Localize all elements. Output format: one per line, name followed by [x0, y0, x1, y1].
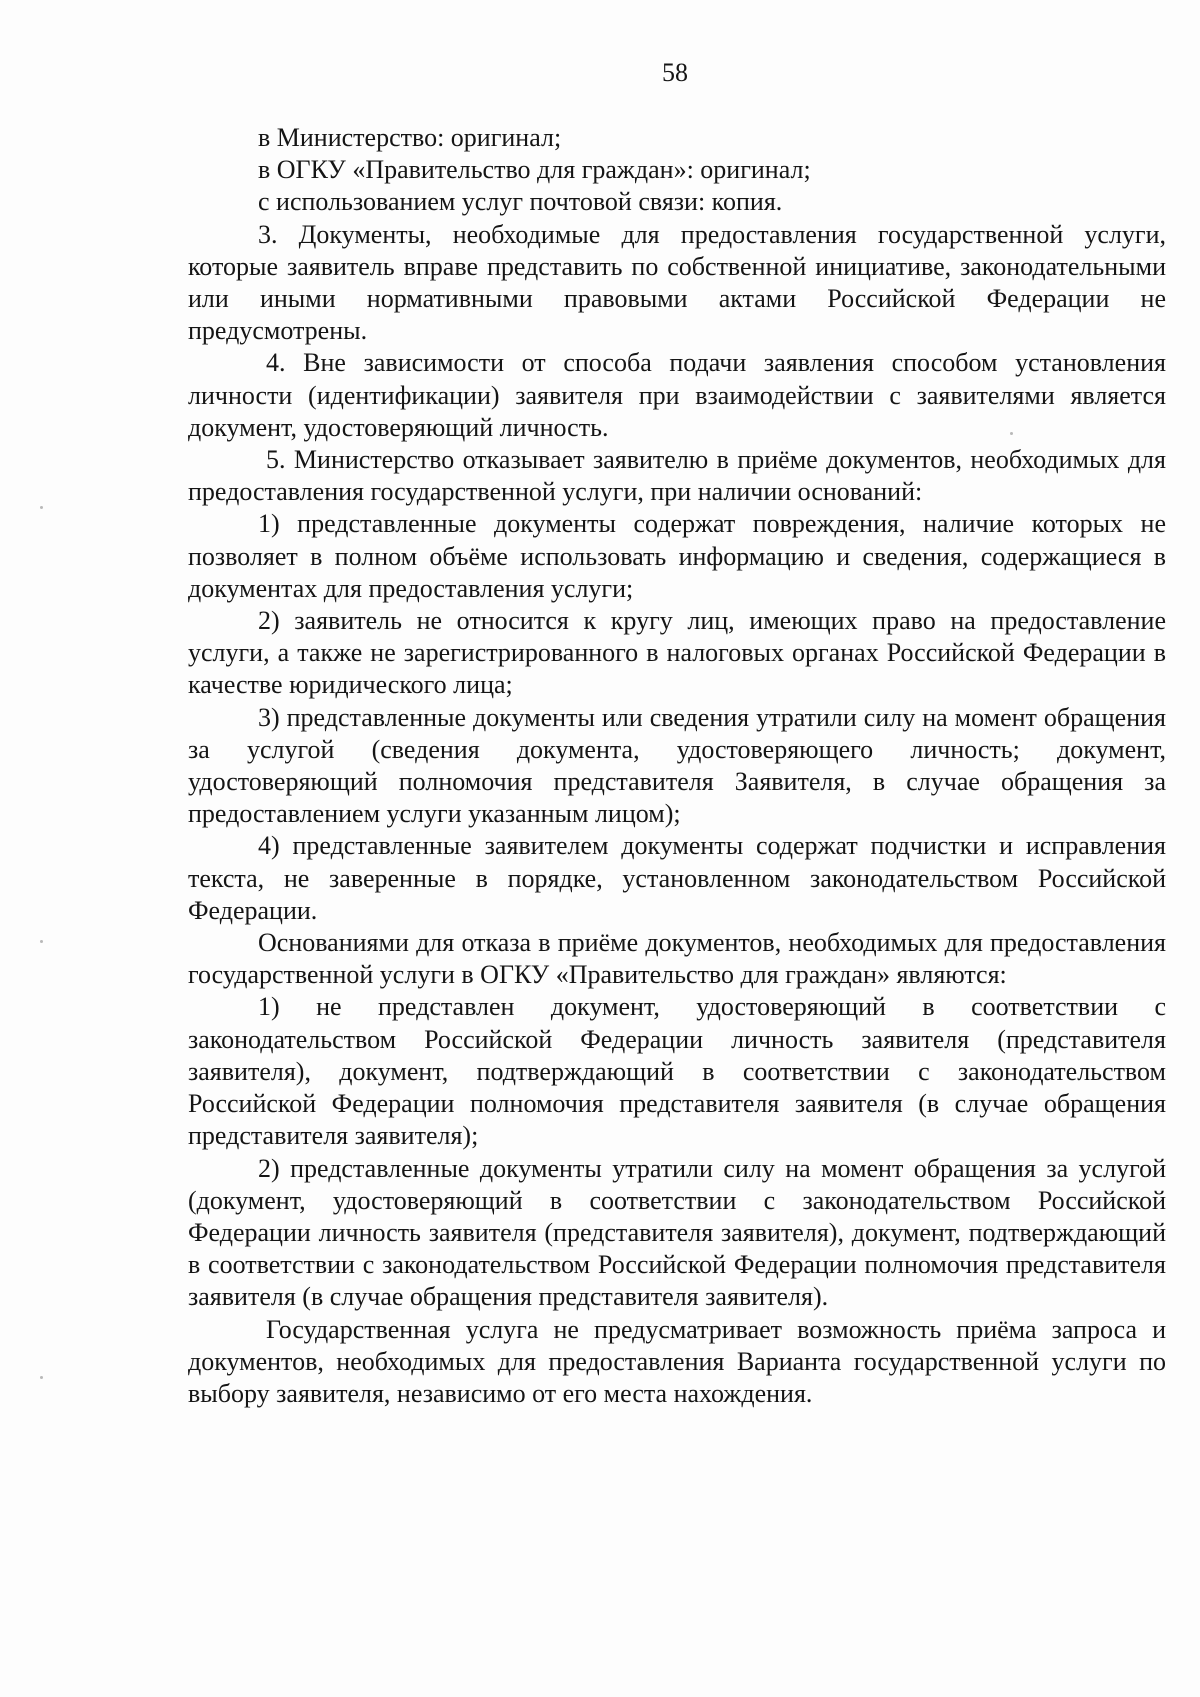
- page-number: 58: [662, 58, 688, 87]
- paragraph: 4. Вне зависимости от способа подачи заявления способом установления личности (идентификации) заявителя при взаимодействии с заявителями является документ, удостоверяющий личность.: [188, 348, 1166, 442]
- paragraph: 3. Документы, необходимые для предоставления государственной услуги, которые заявитель вправе представить по собственной инициативе, законодательными или иными нормативными правовыми актами Российской Федерации не предусмотрены.: [188, 219, 1166, 346]
- scan-speck: [40, 940, 43, 943]
- paragraph: 2) представленные документы утратили силу на момент обращения за услугой (документ, удостоверяющий в соответствии с законодательством Российской Федерации личность заявителя (представителя заявителя), документ, подтверждающий в соответствии с законодательством Российской Федерации полномочия представителя заявителя (в случае обращения представителя заявителя).: [188, 1153, 1166, 1312]
- paragraph: в Министерство: оригинал;: [258, 123, 562, 152]
- paragraph: 4) представленные заявителем документы содержат подчистки и исправления текста, не заверенные в порядке, установленном законодательством Российской Федерации.: [188, 831, 1166, 925]
- paragraph: 5. Министерство отказывает заявителю в приёме документов, необходимых для предоставления государственной услуги, при наличии оснований:: [188, 445, 1166, 507]
- paragraph: 2) заявитель не относится к кругу лиц, имеющих право на предоставление услуги, а также не зарегистрированного в налоговых органах Российской Федерации в качестве юридического лица;: [188, 606, 1166, 700]
- scan-speck: [40, 506, 43, 509]
- paragraph: Основаниями для отказа в приёме документов, необходимых для предоставления государственной услуги в ОГКУ «Правительство для граждан» являются:: [188, 928, 1166, 990]
- paragraph: с использованием услуг почтовой связи: копия.: [258, 187, 783, 217]
- document-body: [188, 122, 1166, 1410]
- scan-speck: [1010, 432, 1013, 435]
- paragraph: 1) не представлен документ, удостоверяющий в соответствии с законодательством Российской Федерации личность заявителя (представителя заявителя), документ, подтверждающий в соответствии с законодательством Российской Федерации полномочия представителя заявителя (в случае обращения представителя заявителя);: [188, 992, 1166, 1151]
- scan-speck: [40, 1376, 43, 1379]
- paragraph: в ОГКУ «Правительство для граждан»: оригинал;: [258, 155, 811, 185]
- paragraph: 1) представленные документы содержат повреждения, наличие которых не позволяет в полном объёме использовать информацию и сведения, содержащиеся в документах для предоставления услуги;: [188, 509, 1166, 603]
- paragraph: Государственная услуга не предусматривает возможность приёма запроса и документов, необходимых для предоставления Варианта государственной услуги по выбору заявителя, независимо от его места нахождения.: [188, 1314, 1166, 1408]
- paragraph: 3) представленные документы или сведения утратили силу на момент обращения за услугой (сведения документа, удостоверяющего личность; документ, удостоверяющий полномочия представителя Заявителя, в случае обращения за предоставлением услуги указанным лицом);: [188, 702, 1166, 829]
